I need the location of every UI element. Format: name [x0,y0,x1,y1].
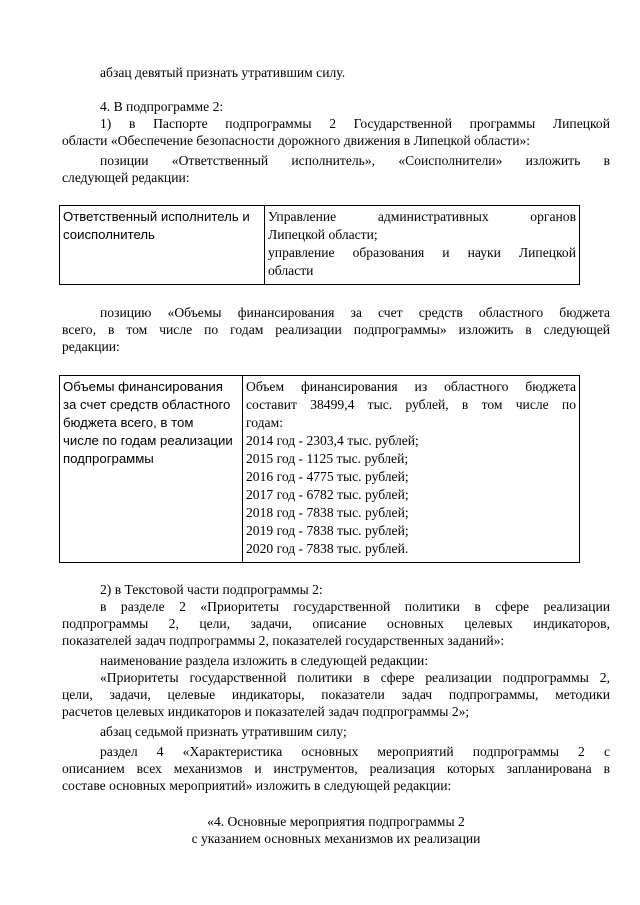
paragraph-8: наименование раздела изложить в следующей редакции: [100,653,429,668]
paragraph-10: абзац седьмой признать утратившим силу; [100,724,347,739]
year-line: 2019 год - 7838 тыс. рублей; [246,523,409,538]
table1-right-line: области [268,263,314,278]
paragraph-11-line-2: описанием всех механизмов и инструментов, реализация которых запланирована в [62,761,610,776]
year-line: 2014 год - 2303,4 тыс. рублей; [246,433,419,448]
paragraph-11-line-3: составе основных мероприятий» изложить в следующей редакции: [62,778,452,793]
table1-left-cell [60,206,265,285]
year-line: 2016 год - 4775 тыс. рублей; [246,469,409,484]
table2-left-cell [60,376,243,563]
table1-left-line: соисполнитель [63,227,155,242]
year-line: 2017 год - 6782 тыс. рублей; [246,487,409,502]
paragraph-4-line-1: позиции «Ответственный исполнитель», «Соисполнители» изложить в [100,153,610,168]
paragraph-7-line-2: подпрограммы 2, цели, задачи, описание основных целевых индикаторов, [62,616,610,631]
year-line: 2018 год - 7838 тыс. рублей; [246,505,409,520]
paragraph-7-line-3: показателей задач подпрограммы 2, показателей государственных заданий»: [62,633,505,648]
paragraph-1: абзац девятый признать утратившим силу. [100,65,346,80]
paragraph-2: 4. В подпрограмме 2: [100,99,224,114]
financing-table [59,375,580,563]
table2-left-line: Объемы финансирования [63,379,223,394]
table1-left-line: Ответственный исполнитель и [63,209,250,224]
paragraph-5-line-2: всего, в том числе по годам реализации подпрограммы» изложить в следующей [62,322,610,337]
paragraph-3-line-1: 1) в Паспорте подпрограммы 2 Государственной программы Липецкой [100,116,610,131]
paragraph-6: 2) в Текстовой части подпрограммы 2: [100,582,323,597]
paragraph-7-line-1: в разделе 2 «Приоритеты государственной политики в сфере реализации [100,599,610,614]
table2-right-cell [243,376,580,563]
table2-intro-line: годам: [246,415,283,430]
paragraph-9-line-1: «Приоритеты государственной политики в сфере реализации подпрограммы 2, [100,670,610,685]
paragraph-3-line-2: области «Обеспечение безопасности дорожного движения в Липецкой области»: [62,133,531,148]
table1-right-line: Липецкой области; [268,227,378,242]
table2-left-line: бюджета всего, в том [63,415,194,430]
paragraph-4-line-2: следующей редакции: [62,170,190,185]
table2-intro-line: составит 38499,4 тыс. рублей, в том числе по [246,397,576,412]
paragraph-9-line-3: расчетов целевых индикаторов и показателей задач подпрограммы 2»; [62,704,470,719]
section-heading-line-1: «4. Основные мероприятия подпрограммы 2 [207,814,465,829]
table2-left-line: за счет средств областного [63,397,231,412]
responsible-executor-table [59,205,580,285]
table2-intro-line: Объем финансирования из областного бюджета [246,379,576,394]
table1-right-line: Управление административных органов [268,209,576,224]
table1-right-line: управление образования и науки Липецкой [268,245,576,260]
table2-left-line: числе по годам реализации [63,433,233,448]
paragraph-9-line-2: цели, задачи, целевые индикаторы, показатели задач подпрограммы, методики [62,687,610,702]
paragraph-11-line-1: раздел 4 «Характеристика основных мероприятий подпрограммы 2 с [100,744,610,759]
paragraph-5-line-1: позицию «Объемы финансирования за счет средств областного бюджета [100,305,610,320]
section-heading-line-2: с указанием основных механизмов их реализации [191,831,481,846]
year-line: 2020 год - 7838 тыс. рублей. [246,541,409,556]
table1-right-cell [265,206,580,285]
year-line: 2015 год - 1125 тыс. рублей; [246,451,409,466]
table2-left-line: подпрограммы [63,451,154,466]
paragraph-5-line-3: редакции: [62,339,120,354]
